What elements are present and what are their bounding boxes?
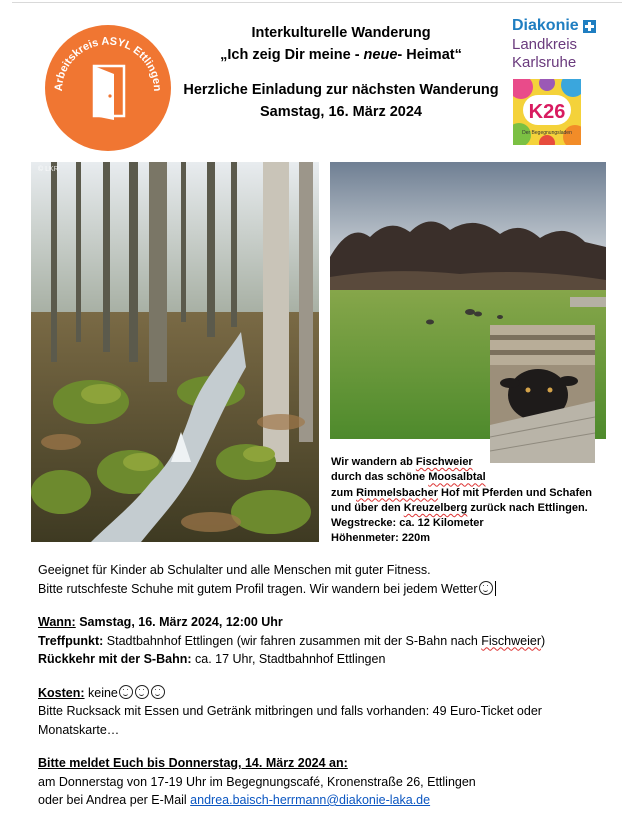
cost-line: Kosten: keine [38,684,628,703]
meeting-point-line: Treffpunkt: Stadtbahnhof Ettlingen (wir fahren zusammen mit der S-Bahn nach Fischweier) [38,633,546,648]
when-label: Wann: [38,615,76,629]
forest-stream-photo [31,162,319,542]
sheep-photo [490,325,595,463]
registration-email-line: oder bei Andrea per E-Mail andrea.baisch-herrmann@diakonie-laka.de [38,793,431,807]
svg-text:Arbeitskreis ASYL Ettlingen: Arbeitskreis ASYL Ettlingen [52,35,164,92]
place-rimmelsbacher: Rimmelsbacher [356,486,438,499]
place-moosalbtal: Moosalbtal [428,471,486,484]
top-border [12,2,622,3]
asyl-ettlingen-logo [44,24,172,152]
k26-title: K26 [528,101,566,123]
meeting-label: Treffpunkt: [38,633,104,648]
event-header [175,22,507,123]
smiley-icon [135,685,149,699]
cost-label: Kosten: [38,685,85,700]
meeting-place: Fischweier [481,633,542,648]
place-kreuzelberg: Kreuzelberg [403,501,468,514]
diakonie-cross-icon [583,20,596,33]
event-subtitle: „Ich zeig Dir meine - neue- Heimat“ [220,47,462,63]
bring-text-1: Bitte Rucksack mit Essen und Getränk mitbringen und falls vorhanden: 49 Euro-Ticket oder [38,704,542,718]
photo-copyright: © LKR [38,166,59,173]
smiley-icon [119,685,133,699]
diakonie-region-2: Karlsruhe [512,54,577,71]
text-cursor [495,581,496,596]
event-date: Samstag, 16. März 2024 [259,104,422,120]
suitability-text: Geeignet für Kinder ab Schulalter und alle Menschen mit guter Fitness. [38,563,431,577]
k26-logo [513,79,581,145]
diakonie-region-1: Landkreis [512,36,578,53]
registration-heading: Bitte meldet Euch bis Donnerstag, 14. März 2024 an: [38,756,348,770]
when-value: Samstag, 16. März 2024, 12:00 Uhr [75,615,283,629]
event-title: Interkulturelle Wanderung [251,25,431,41]
registration-cafe: am Donnerstag von 17-19 Uhr im Begegnungscafé, Kronenstraße 26, Ettlingen [38,774,476,789]
diakonie-logo [512,16,622,72]
details-body [38,561,628,810]
bring-text-2: Monatskarte… [38,722,120,737]
return-label: Rückkehr mit der S-Bahn: [38,652,192,666]
distance: Wegstrecke: ca. 12 Kilometer [331,517,484,530]
k26-subtitle: Der Begegnungsladen [522,130,572,136]
return-line: Rückkehr mit der S-Bahn: ca. 17 Uhr, Stadtbahnhof Ettlingen [38,652,386,666]
shoes-text: Bitte rutschfeste Schuhe mit gutem Profil tragen. Wir wandern bei jedem Wetter [38,580,628,599]
elevation: Höhenmeter: 220m [331,532,431,545]
place-fischweier: Fischweier [415,456,473,468]
when-line [38,613,628,632]
invitation-line: Herzliche Einladung zur nächsten Wanderung [183,82,499,98]
walk-description: Wir wandern ab Fischweier durch das schöne Moosalbtal zum Rimmelsbacher Hof mit Pferden und Schafen und über den Kreuzelberg zurück nach Ettlingen. Wegstrecke: ca. 12 Kilometer Höhenmeter: 220m [331,455,621,547]
diakonie-brand: Diakonie [512,17,579,34]
smiley-icon [479,581,493,595]
emphasis-neue: neue [363,47,398,63]
smiley-icon [151,685,165,699]
email-link[interactable]: andrea.baisch-herrmann@diakonie-laka.de [190,793,431,807]
